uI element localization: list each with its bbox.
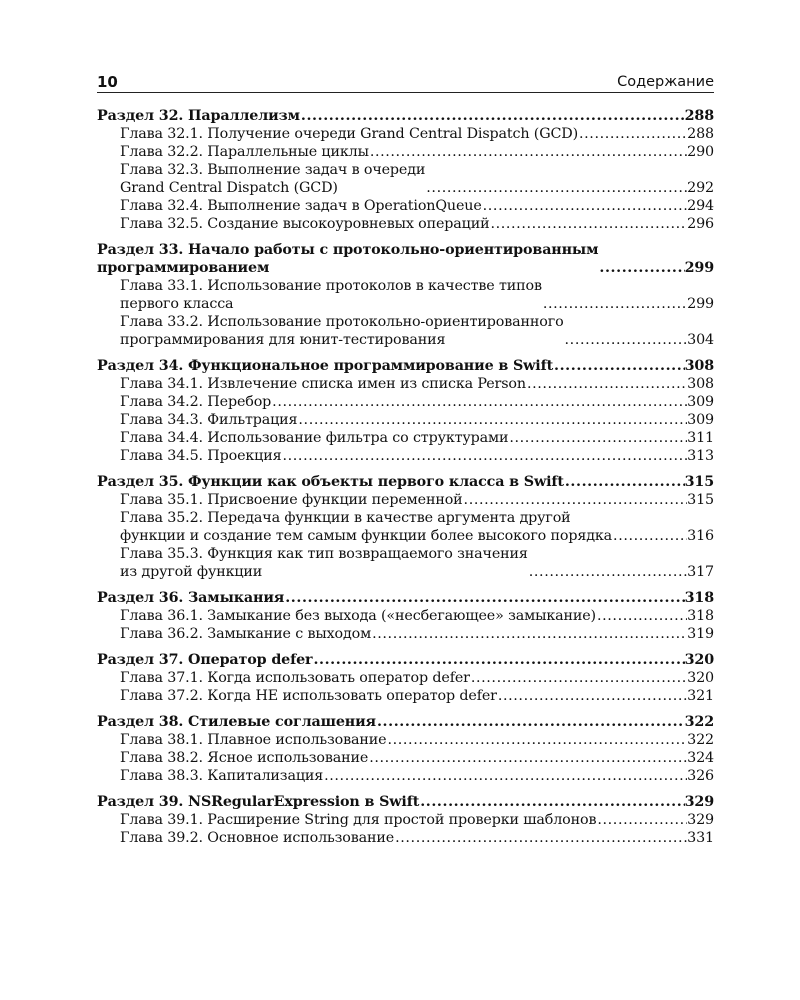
toc-chapter-entry bbox=[97, 215, 714, 233]
toc-chapter-entry bbox=[97, 447, 714, 465]
entry-title-line: Глава 35.2. Передача функции в качестве аргумента другой bbox=[120, 510, 571, 526]
toc-chapter-entry bbox=[97, 545, 714, 581]
entry-title bbox=[120, 215, 489, 233]
entry-title-line: функции и создание тем самым функции более высокого порядка bbox=[120, 528, 613, 544]
entry-title-line: Глава 32.4. Выполнение задач в OperationQueue bbox=[120, 198, 482, 214]
entry-page-number: 320 bbox=[687, 670, 714, 686]
entry-page-number: 299 bbox=[687, 296, 714, 312]
dot-leader bbox=[482, 197, 688, 215]
entry-title-line: Глава 34.2. Перебор bbox=[120, 394, 272, 410]
entry-title-line: программированием bbox=[97, 260, 270, 276]
entry-page-number: 317 bbox=[687, 564, 714, 580]
toc-section bbox=[97, 357, 714, 465]
entry-title bbox=[120, 375, 526, 393]
dot-leader bbox=[386, 731, 687, 749]
toc-section bbox=[97, 473, 714, 581]
toc-chapter-entry bbox=[97, 687, 714, 705]
dot-leader bbox=[526, 375, 687, 393]
entry-title bbox=[120, 313, 564, 349]
dot-leader bbox=[300, 107, 685, 125]
toc-section-entry bbox=[97, 651, 714, 669]
dot-leader bbox=[528, 563, 687, 581]
toc-section bbox=[97, 713, 714, 785]
entry-title bbox=[97, 651, 312, 669]
entry-title-line: Глава 32.3. Выполнение задач в очереди bbox=[120, 162, 426, 178]
entry-title bbox=[120, 607, 596, 625]
dot-leader bbox=[470, 669, 687, 687]
entry-title-line: Глава 37.1. Когда использовать оператор defer bbox=[120, 670, 470, 686]
entry-title-line: Глава 33.1. Использование протоколов в качестве типов bbox=[120, 278, 542, 294]
entry-title-line: Глава 38.2. Ясное использование bbox=[120, 750, 369, 766]
entry-page-number: 299 bbox=[684, 260, 714, 276]
toc-chapter-entry bbox=[97, 313, 714, 349]
toc-chapter-entry bbox=[97, 393, 714, 411]
entry-title bbox=[120, 625, 371, 643]
toc-section bbox=[97, 589, 714, 643]
entry-title-line: Grand Central Dispatch (GCD) bbox=[120, 180, 338, 196]
entry-page-number: 288 bbox=[684, 108, 714, 124]
dot-leader bbox=[598, 259, 684, 277]
dot-leader bbox=[369, 143, 687, 161]
entry-title-line: Глава 34.3. Фильтрация bbox=[120, 412, 298, 428]
toc-chapter-entry bbox=[97, 125, 714, 143]
entry-title-line: Глава 39.1. Расширение String для простой проверки шаблонов bbox=[120, 812, 597, 828]
entry-page-number: 292 bbox=[687, 180, 714, 196]
entry-page-number: 315 bbox=[687, 492, 714, 508]
dot-leader bbox=[394, 829, 687, 847]
dot-leader bbox=[564, 473, 685, 491]
toc-chapter-entry bbox=[97, 197, 714, 215]
dot-leader bbox=[271, 393, 687, 411]
entry-title bbox=[120, 545, 528, 581]
dot-leader bbox=[281, 447, 687, 465]
entry-title bbox=[120, 749, 368, 767]
toc-chapter-entry bbox=[97, 625, 714, 643]
dot-leader bbox=[376, 713, 685, 731]
entry-title-line: Раздел 39. NSRegularExpression в Swift bbox=[97, 794, 420, 810]
entry-title-line: Глава 33.2. Использование протокольно-ориентированного bbox=[120, 314, 564, 330]
toc-section-entry bbox=[97, 589, 714, 607]
entry-title bbox=[120, 811, 596, 829]
toc-section bbox=[97, 793, 714, 847]
entry-title-line: Раздел 38. Стилевые соглашения bbox=[97, 714, 376, 730]
entry-page-number: 329 bbox=[687, 812, 714, 828]
entry-title-line: Глава 38.1. Плавное использование bbox=[120, 732, 387, 748]
toc-chapter-entry bbox=[97, 767, 714, 785]
dot-leader bbox=[564, 331, 688, 349]
dot-leader bbox=[284, 589, 684, 607]
toc-chapter-entry bbox=[97, 277, 714, 313]
entry-title-line: Глава 34.5. Проекция bbox=[120, 448, 282, 464]
entry-page-number: 313 bbox=[687, 448, 714, 464]
dot-leader bbox=[578, 125, 687, 143]
dot-leader bbox=[371, 625, 687, 643]
entry-title bbox=[120, 731, 386, 749]
entry-title bbox=[120, 767, 323, 785]
table-of-contents bbox=[97, 107, 714, 855]
entry-title-line: Раздел 32. Параллелизм bbox=[97, 108, 300, 124]
toc-section-entry bbox=[97, 107, 714, 125]
entry-page-number: 326 bbox=[687, 768, 714, 784]
dot-leader bbox=[497, 687, 687, 705]
entry-title-line: Раздел 35. Функции как объекты первого класса в Swift bbox=[97, 474, 564, 490]
entry-title-line: Глава 32.2. Параллельные циклы bbox=[120, 144, 369, 160]
entry-title-line: Раздел 37. Оператор defer bbox=[97, 652, 313, 668]
dot-leader bbox=[612, 527, 687, 545]
dot-leader bbox=[596, 811, 687, 829]
dot-leader bbox=[596, 607, 687, 625]
entry-title-line: программирования для юнит-тестирования bbox=[120, 332, 446, 348]
toc-chapter-entry bbox=[97, 143, 714, 161]
entry-page-number: 311 bbox=[687, 430, 714, 446]
entry-page-number: 329 bbox=[684, 794, 714, 810]
entry-title bbox=[97, 473, 564, 491]
entry-title bbox=[97, 713, 376, 731]
toc-section-entry bbox=[97, 241, 714, 277]
dot-leader bbox=[489, 215, 687, 233]
dot-leader bbox=[368, 749, 687, 767]
running-header bbox=[97, 72, 714, 93]
toc-chapter-entry bbox=[97, 491, 714, 509]
entry-title bbox=[97, 357, 553, 375]
entry-title-line: Глава 36.1. Замыкание без выхода («несбегающее» замыкание) bbox=[120, 608, 596, 624]
entry-title-line: Глава 35.3. Функция как тип возвращаемого значения bbox=[120, 546, 528, 562]
entry-title-line: Глава 32.5. Создание высокоуровневых операций bbox=[120, 216, 490, 232]
dot-leader bbox=[297, 411, 687, 429]
toc-chapter-entry bbox=[97, 375, 714, 393]
toc-chapter-entry bbox=[97, 829, 714, 847]
entry-title bbox=[120, 411, 297, 429]
entry-title bbox=[120, 429, 508, 447]
entry-page-number: 309 bbox=[687, 412, 714, 428]
entry-page-number: 318 bbox=[684, 590, 714, 606]
entry-title-line: Глава 36.2. Замыкание с выходом bbox=[120, 626, 372, 642]
entry-title bbox=[120, 125, 578, 143]
dot-leader bbox=[312, 651, 684, 669]
entry-title bbox=[120, 393, 271, 411]
toc-chapter-entry bbox=[97, 509, 714, 545]
entry-page-number: 304 bbox=[687, 332, 714, 348]
entry-title bbox=[120, 509, 612, 545]
entry-title bbox=[97, 793, 419, 811]
entry-title-line: Глава 35.1. Присвоение функции переменной bbox=[120, 492, 463, 508]
entry-page-number: 294 bbox=[687, 198, 714, 214]
dot-leader bbox=[419, 793, 684, 811]
entry-title-line: Раздел 33. Начало работы с протокольно-ориентированным bbox=[97, 242, 599, 258]
entry-title bbox=[97, 241, 598, 277]
dot-leader bbox=[542, 295, 687, 313]
toc-section-entry bbox=[97, 357, 714, 375]
entry-page-number: 321 bbox=[687, 688, 714, 704]
entry-title bbox=[120, 687, 497, 705]
toc-chapter-entry bbox=[97, 749, 714, 767]
entry-page-number: 308 bbox=[687, 376, 714, 392]
running-title: Содержание bbox=[617, 74, 714, 90]
entry-title bbox=[120, 447, 281, 465]
toc-chapter-entry bbox=[97, 731, 714, 749]
entry-page-number: 322 bbox=[684, 714, 714, 730]
dot-leader bbox=[553, 357, 685, 375]
toc-chapter-entry bbox=[97, 607, 714, 625]
entry-title bbox=[120, 829, 394, 847]
toc-chapter-entry bbox=[97, 161, 714, 197]
toc-chapter-entry bbox=[97, 429, 714, 447]
entry-title-line: Глава 37.2. Когда НЕ использовать оператор defer bbox=[120, 688, 497, 704]
toc-chapter-entry bbox=[97, 411, 714, 429]
toc-section bbox=[97, 651, 714, 705]
entry-title-line: Глава 32.1. Получение очереди Grand Central Dispatch (GCD) bbox=[120, 126, 579, 142]
entry-page-number: 319 bbox=[687, 626, 714, 642]
entry-page-number: 315 bbox=[684, 474, 714, 490]
entry-title-line: Глава 39.2. Основное использование bbox=[120, 830, 395, 846]
entry-title-line: Раздел 36. Замыкания bbox=[97, 590, 285, 606]
entry-page-number: 322 bbox=[687, 732, 714, 748]
entry-title-line: Глава 38.3. Капитализация bbox=[120, 768, 324, 784]
entry-page-number: 290 bbox=[687, 144, 714, 160]
entry-page-number: 324 bbox=[687, 750, 714, 766]
entry-page-number: 296 bbox=[687, 216, 714, 232]
entry-title bbox=[97, 589, 284, 607]
entry-page-number: 308 bbox=[684, 358, 714, 374]
entry-title bbox=[120, 491, 463, 509]
entry-title bbox=[120, 669, 470, 687]
toc-chapter-entry bbox=[97, 669, 714, 687]
entry-page-number: 331 bbox=[687, 830, 714, 846]
entry-title bbox=[120, 161, 425, 197]
entry-page-number: 309 bbox=[687, 394, 714, 410]
entry-title-line: Глава 34.4. Использование фильтра со структурами bbox=[120, 430, 509, 446]
entry-page-number: 320 bbox=[684, 652, 714, 668]
dot-leader bbox=[323, 767, 687, 785]
entry-title bbox=[120, 197, 482, 215]
entry-page-number: 318 bbox=[687, 608, 714, 624]
entry-title bbox=[120, 277, 542, 313]
entry-title-line: Раздел 34. Функциональное программирование в Swift bbox=[97, 358, 554, 374]
entry-title-line: первого класса bbox=[120, 296, 234, 312]
entry-page-number: 316 bbox=[687, 528, 714, 544]
entry-title-line: из другой функции bbox=[120, 564, 263, 580]
entry-title bbox=[120, 143, 369, 161]
entry-title bbox=[97, 107, 300, 125]
toc-section bbox=[97, 107, 714, 233]
toc-section-entry bbox=[97, 713, 714, 731]
entry-page-number: 288 bbox=[687, 126, 714, 142]
toc-section-entry bbox=[97, 793, 714, 811]
toc-chapter-entry bbox=[97, 811, 714, 829]
dot-leader bbox=[508, 429, 687, 447]
toc-section-entry bbox=[97, 473, 714, 491]
dot-leader bbox=[425, 179, 687, 197]
page-number: 10 bbox=[97, 73, 118, 91]
toc-section bbox=[97, 241, 714, 349]
dot-leader bbox=[463, 491, 688, 509]
entry-title-line: Глава 34.1. Извлечение списка имен из списка Person bbox=[120, 376, 526, 392]
